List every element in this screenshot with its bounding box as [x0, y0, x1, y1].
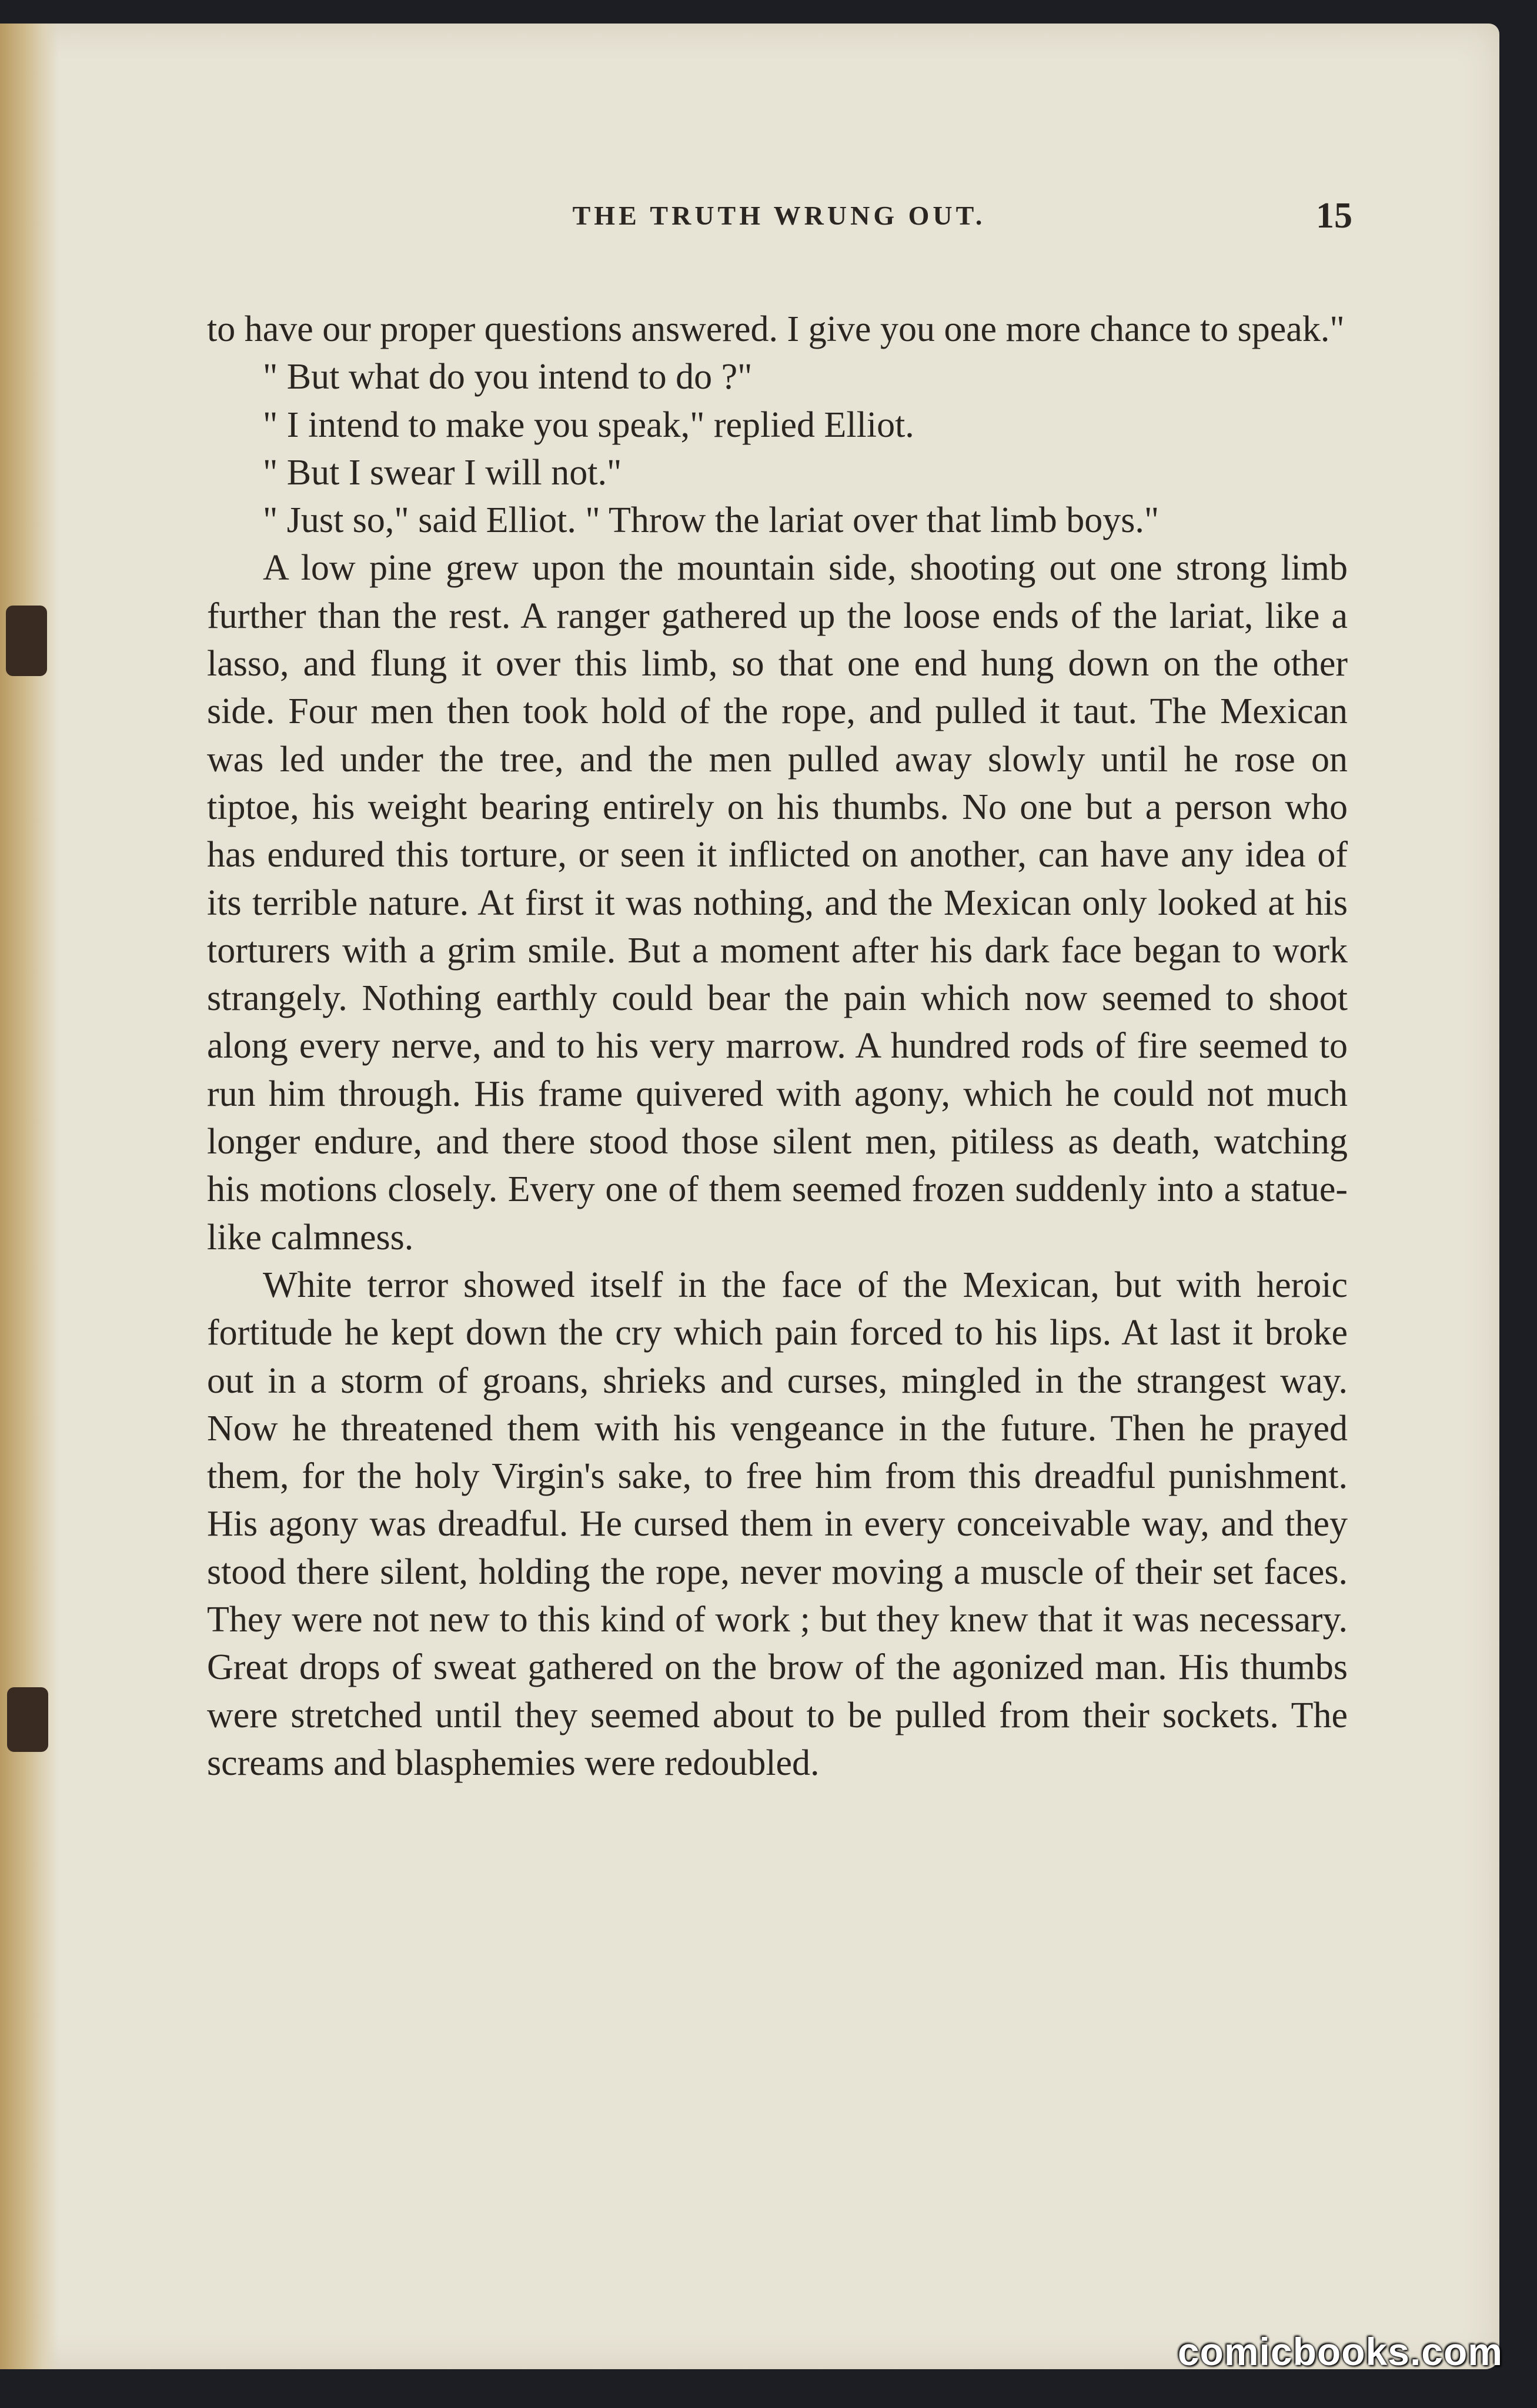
running-title: THE TRUTH WRUNG OUT. — [572, 200, 986, 230]
paragraph: to have our proper questions answered. I give you one more chance to speak." — [207, 309, 1345, 349]
binding-hole-top — [6, 606, 47, 676]
page-header — [206, 196, 1352, 241]
body-text — [207, 306, 1348, 1787]
watermark: comicbooks.com — [1177, 2330, 1503, 2373]
paragraph: " Just so," said Elliot. " Throw the lariat over that limb boys." — [263, 500, 1160, 541]
book-page — [0, 24, 1499, 2369]
paragraph: " But what do you intend to do ?" — [263, 357, 753, 397]
paragraph: " I intend to make you speak," replied Elliot. — [263, 404, 914, 445]
paragraph: A low pine grew upon the mountain side, shooting out one strong limb further than the rest. A ranger gathered up the loose ends of the lariat, like a lasso, and flung it over this limb, so that one end hung down on the other side. Four men then took hold of the rope, and pulled it taut. The Mexican was led under the tree, and the men pulled away slowly until he rose on tiptoe, his weight bearing entirely on his thumbs. No one but a person who has endured this torture, or seen it inflicted on another, can have any idea of its terrible nature. At first it was nothing, and the Mexican only looked at his torturers with a grim smile. But a moment after his dark face began to work strangely. Nothing earthly could bear the pain which now seemed to shoot along every nerve, and to his very marrow. A hundred rods of fire seemed to run him through. His frame quivered with agony, which he could not much longer endure, and there stood those silent men, pitiless as death, watching his motions closely. Every one of them seemed frozen suddenly into a statue-like calmness. — [207, 548, 1348, 1257]
paragraph: White terror showed itself in the face of the Mexican, but with heroic fortitude he kept down the cry which pain forced to his lips. At last it broke out in a storm of groans, shrieks and curses, mingled in the strangest way. Now he threatened them with his vengeance in the future. Then he prayed them, for the holy Virgin's sake, to free him from this dreadful punishment. His agony was dreadful. He cursed them in every conceivable way, and they stood there silent, holding the rope, never moving a muscle of their set faces. They were not new to this kind of work ; but they knew that it was necessary. Great drops of sweat gathered on the brow of the agonized man. His thumbs were stretched until they seemed about to be pulled from their sockets. The screams and blasphemies were redoubled. — [207, 1265, 1348, 1783]
paragraph: " But I swear I will not." — [263, 452, 622, 493]
binding-hole-bottom — [7, 1687, 48, 1752]
page-number: 15 — [1316, 196, 1352, 236]
page-spine-edge — [0, 24, 59, 2369]
